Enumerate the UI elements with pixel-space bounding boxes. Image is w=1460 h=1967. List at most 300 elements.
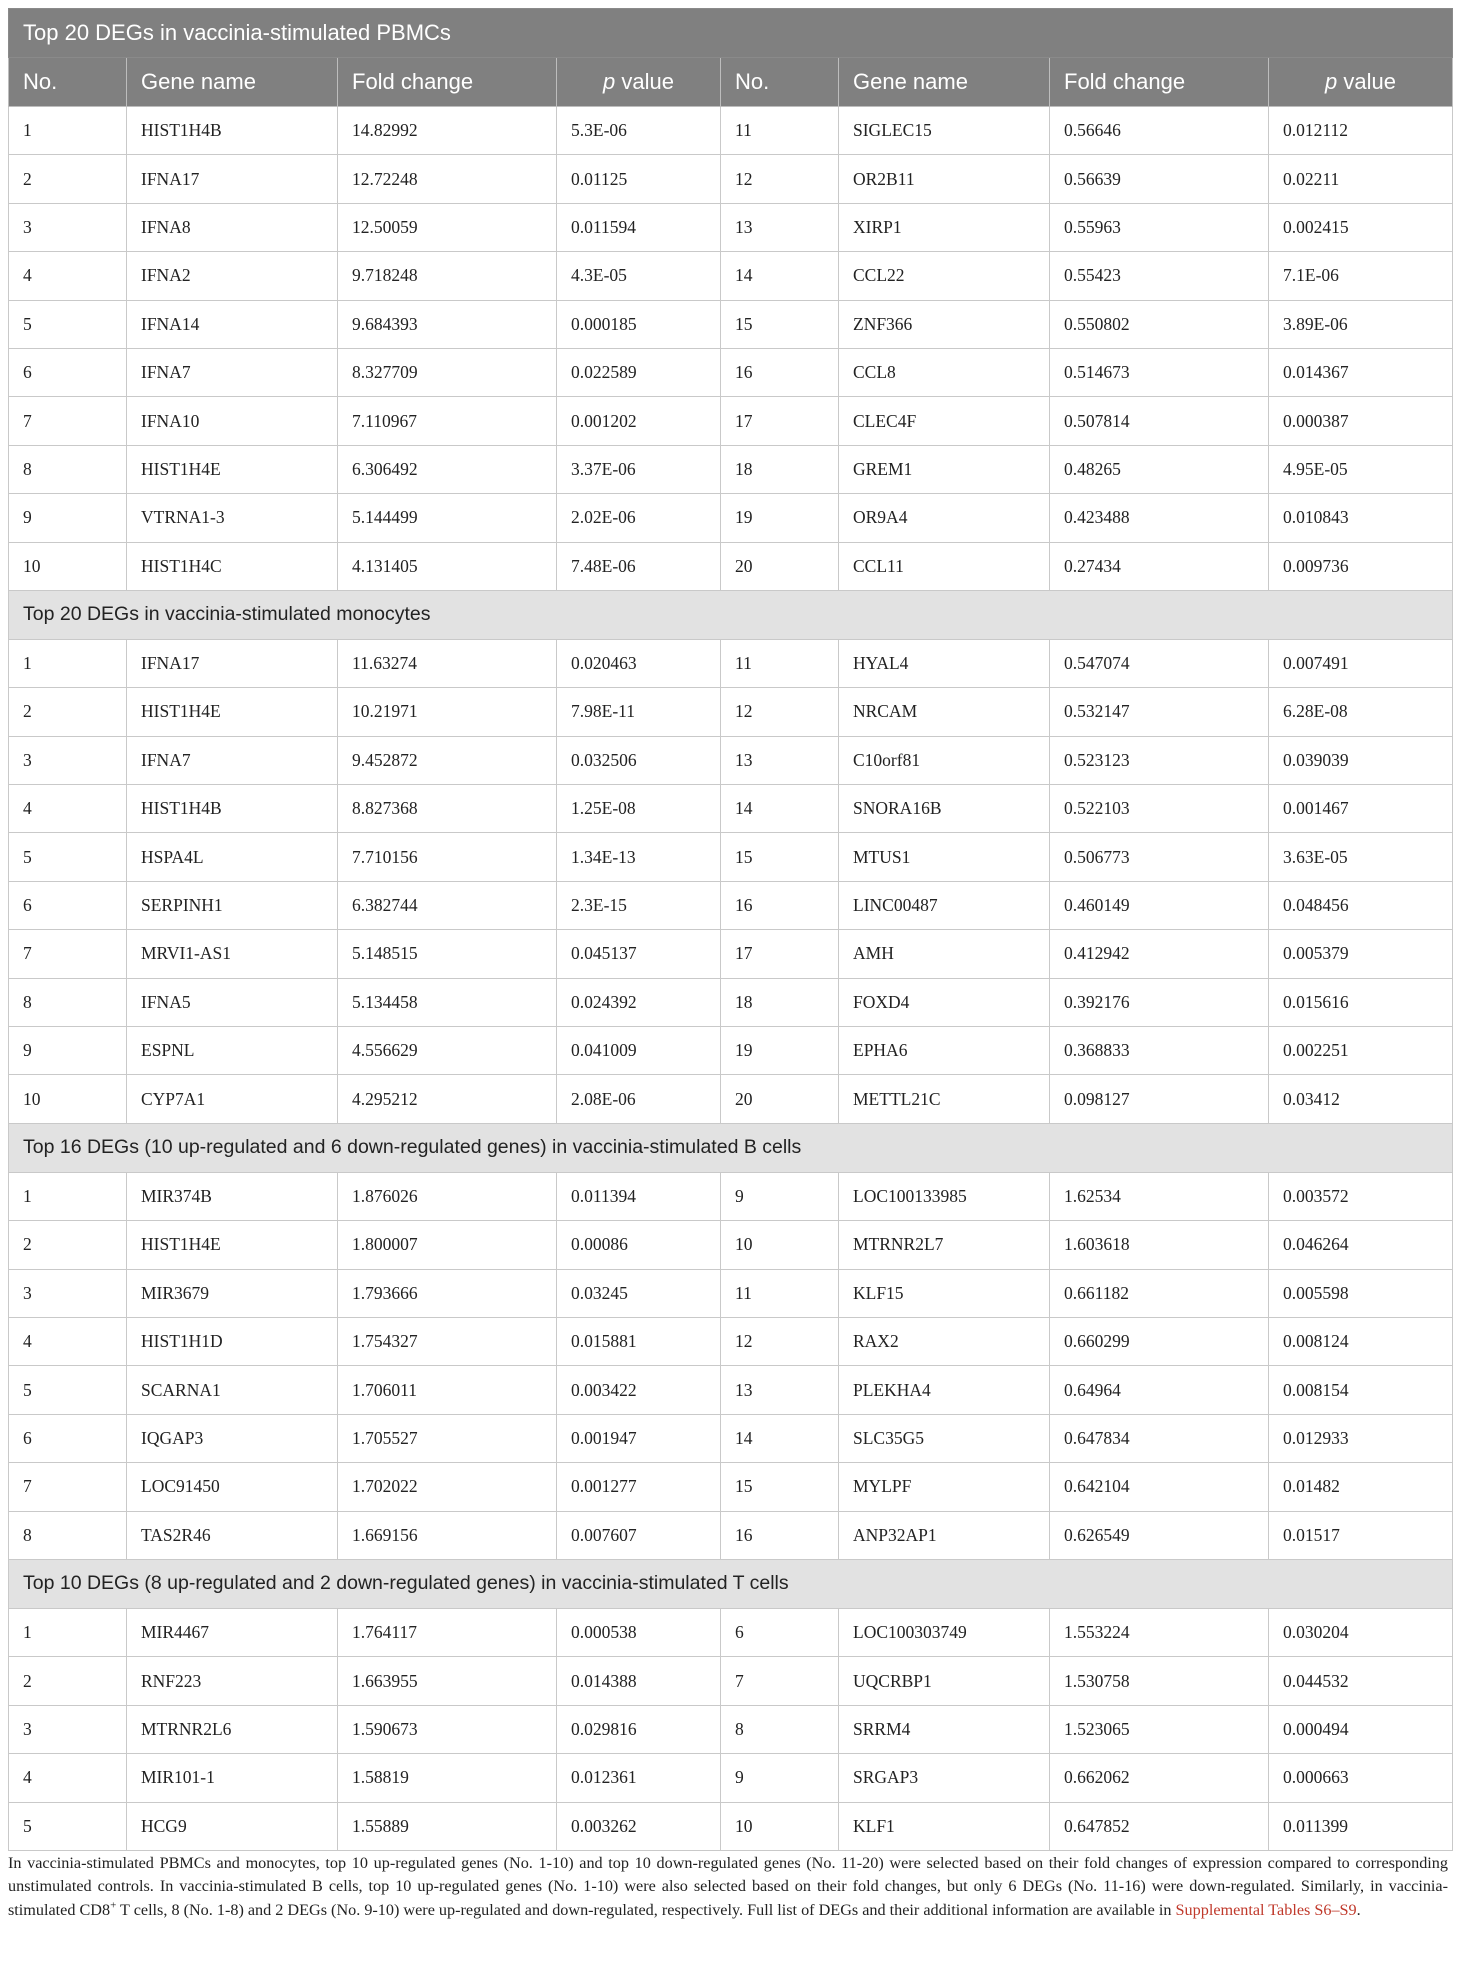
fold-change-cell: 0.662062	[1050, 1754, 1269, 1802]
no-cell: 13	[721, 1366, 839, 1414]
no-cell: 5	[9, 1802, 127, 1850]
gene-name-cell: CLEC4F	[839, 397, 1050, 445]
p-value-cell: 0.01125	[557, 155, 721, 203]
no-cell: 2	[9, 688, 127, 736]
fold-change-cell: 12.50059	[338, 203, 557, 251]
fold-change-cell: 1.590673	[338, 1705, 557, 1753]
footnote-end: .	[1356, 1900, 1361, 1919]
fold-change-cell: 0.514673	[1050, 348, 1269, 396]
header-fold-right: Fold change	[1050, 58, 1269, 107]
table-row	[9, 1414, 1453, 1462]
gene-name-cell: CCL8	[839, 348, 1050, 396]
p-value-cell: 2.08E-06	[557, 1075, 721, 1123]
no-cell: 2	[9, 155, 127, 203]
fold-change-cell: 9.718248	[338, 252, 557, 300]
no-cell: 2	[9, 1657, 127, 1705]
no-cell: 9	[721, 1172, 839, 1220]
fold-change-cell: 0.56639	[1050, 155, 1269, 203]
no-cell: 9	[721, 1754, 839, 1802]
fold-change-cell: 1.55889	[338, 1802, 557, 1850]
header-pvalue-right	[1269, 58, 1453, 107]
no-cell: 7	[721, 1657, 839, 1705]
no-cell: 4	[9, 1754, 127, 1802]
table-row	[9, 1366, 1453, 1414]
fold-change-cell: 0.547074	[1050, 639, 1269, 687]
table-row	[9, 930, 1453, 978]
p-value-cell: 0.032506	[557, 736, 721, 784]
fold-change-cell: 1.553224	[1050, 1608, 1269, 1656]
p-value-cell: 0.001947	[557, 1414, 721, 1462]
p-value-cell: 4.3E-05	[557, 252, 721, 300]
fold-change-cell: 0.642104	[1050, 1463, 1269, 1511]
no-cell: 10	[721, 1221, 839, 1269]
no-cell: 10	[9, 1075, 127, 1123]
no-cell: 6	[9, 881, 127, 929]
no-cell: 18	[721, 445, 839, 493]
p-value-cell: 0.039039	[1269, 736, 1453, 784]
gene-name-cell: AMH	[839, 930, 1050, 978]
table-row	[9, 1269, 1453, 1317]
header-gene-left: Gene name	[127, 58, 338, 107]
gene-name-cell: RNF223	[127, 1657, 338, 1705]
no-cell: 19	[721, 494, 839, 542]
table-row	[9, 348, 1453, 396]
no-cell: 17	[721, 397, 839, 445]
p-value-cell: 0.015881	[557, 1317, 721, 1365]
table-row	[9, 881, 1453, 929]
no-cell: 7	[9, 930, 127, 978]
no-cell: 4	[9, 1317, 127, 1365]
no-cell: 6	[9, 1414, 127, 1462]
header-gene-right: Gene name	[839, 58, 1050, 107]
fold-change-cell: 6.382744	[338, 881, 557, 929]
no-cell: 16	[721, 881, 839, 929]
section-title: Top 20 DEGs in vaccinia-stimulated monocytes	[9, 590, 1453, 639]
header-pvalue-italic: p	[1325, 69, 1338, 94]
p-value-cell: 0.000538	[557, 1608, 721, 1656]
fold-change-cell: 0.661182	[1050, 1269, 1269, 1317]
table-footnote	[8, 1852, 1448, 1922]
p-value-cell: 2.02E-06	[557, 494, 721, 542]
p-value-cell: 0.030204	[1269, 1608, 1453, 1656]
fold-change-cell: 1.793666	[338, 1269, 557, 1317]
p-value-cell: 0.007491	[1269, 639, 1453, 687]
p-value-cell: 0.000494	[1269, 1705, 1453, 1753]
fold-change-cell: 5.144499	[338, 494, 557, 542]
p-value-cell: 3.63E-05	[1269, 833, 1453, 881]
table-row	[9, 1221, 1453, 1269]
gene-name-cell: TAS2R46	[127, 1511, 338, 1559]
gene-name-cell: HIST1H4E	[127, 1221, 338, 1269]
fold-change-cell: 5.134458	[338, 978, 557, 1026]
fold-change-cell: 0.647834	[1050, 1414, 1269, 1462]
no-cell: 14	[721, 252, 839, 300]
p-value-cell: 0.01517	[1269, 1511, 1453, 1559]
no-cell: 14	[721, 1414, 839, 1462]
p-value-cell: 5.3E-06	[557, 107, 721, 155]
gene-name-cell: SRRM4	[839, 1705, 1050, 1753]
table-title-row	[9, 9, 1453, 58]
no-cell: 2	[9, 1221, 127, 1269]
fold-change-cell: 1.705527	[338, 1414, 557, 1462]
p-value-cell: 0.001467	[1269, 785, 1453, 833]
footnote-text-2: T cells, 8 (No. 1-8) and 2 DEGs (No. 9-10) were up-regulated and down-regulated, respectively. Full list of DEGs and their additional information are available in	[116, 1900, 1176, 1919]
p-value-cell: 0.000387	[1269, 397, 1453, 445]
p-value-cell: 0.029816	[557, 1705, 721, 1753]
no-cell: 5	[9, 300, 127, 348]
no-cell: 12	[721, 1317, 839, 1365]
table-row	[9, 1172, 1453, 1220]
no-cell: 8	[721, 1705, 839, 1753]
fold-change-cell: 9.452872	[338, 736, 557, 784]
table-row	[9, 203, 1453, 251]
p-value-cell: 0.020463	[557, 639, 721, 687]
table-row	[9, 978, 1453, 1026]
fold-change-cell: 10.21971	[338, 688, 557, 736]
table-row	[9, 252, 1453, 300]
no-cell: 7	[9, 1463, 127, 1511]
gene-name-cell: MIR3679	[127, 1269, 338, 1317]
fold-change-cell: 0.532147	[1050, 688, 1269, 736]
table-row	[9, 785, 1453, 833]
no-cell: 13	[721, 736, 839, 784]
fold-change-cell: 0.56646	[1050, 107, 1269, 155]
no-cell: 16	[721, 348, 839, 396]
table-row	[9, 1027, 1453, 1075]
p-value-cell: 0.01482	[1269, 1463, 1453, 1511]
fold-change-cell: 0.423488	[1050, 494, 1269, 542]
deg-table	[8, 8, 1453, 1851]
p-value-cell: 0.012112	[1269, 107, 1453, 155]
fold-change-cell: 1.58819	[338, 1754, 557, 1802]
p-value-cell: 0.005598	[1269, 1269, 1453, 1317]
table-row	[9, 494, 1453, 542]
no-cell: 15	[721, 300, 839, 348]
header-fold-left: Fold change	[338, 58, 557, 107]
fold-change-cell: 0.368833	[1050, 1027, 1269, 1075]
header-pvalue-rest: value	[615, 69, 674, 94]
table-row	[9, 397, 1453, 445]
section-header-row	[9, 1559, 1453, 1608]
table-row	[9, 155, 1453, 203]
gene-name-cell: SRGAP3	[839, 1754, 1050, 1802]
p-value-cell: 6.28E-08	[1269, 688, 1453, 736]
p-value-cell: 0.03245	[557, 1269, 721, 1317]
no-cell: 7	[9, 397, 127, 445]
p-value-cell: 0.000185	[557, 300, 721, 348]
fold-change-cell: 0.507814	[1050, 397, 1269, 445]
fold-change-cell: 0.27434	[1050, 542, 1269, 590]
table-row	[9, 107, 1453, 155]
table-row	[9, 1511, 1453, 1559]
no-cell: 14	[721, 785, 839, 833]
table-row	[9, 300, 1453, 348]
fold-change-cell: 12.72248	[338, 155, 557, 203]
no-cell: 3	[9, 736, 127, 784]
fold-change-cell: 1.663955	[338, 1657, 557, 1705]
p-value-cell: 0.002251	[1269, 1027, 1453, 1075]
table-row	[9, 1754, 1453, 1802]
gene-name-cell: EPHA6	[839, 1027, 1050, 1075]
section-header-row	[9, 1123, 1453, 1172]
section-title: Top 10 DEGs (8 up-regulated and 2 down-regulated genes) in vaccinia-stimulated T cells	[9, 1559, 1453, 1608]
table-row	[9, 736, 1453, 784]
gene-name-cell: PLEKHA4	[839, 1366, 1050, 1414]
p-value-cell: 0.003262	[557, 1802, 721, 1850]
no-cell: 13	[721, 203, 839, 251]
gene-name-cell: SERPINH1	[127, 881, 338, 929]
deg-table-container	[8, 8, 1452, 1851]
p-value-cell: 0.041009	[557, 1027, 721, 1075]
p-value-cell: 0.022589	[557, 348, 721, 396]
gene-name-cell: XIRP1	[839, 203, 1050, 251]
p-value-cell: 0.014388	[557, 1657, 721, 1705]
no-cell: 11	[721, 107, 839, 155]
fold-change-cell: 1.523065	[1050, 1705, 1269, 1753]
fold-change-cell: 1.800007	[338, 1221, 557, 1269]
fold-change-cell: 0.55963	[1050, 203, 1269, 251]
header-row	[9, 58, 1453, 107]
no-cell: 12	[721, 155, 839, 203]
gene-name-cell: NRCAM	[839, 688, 1050, 736]
fold-change-cell: 0.55423	[1050, 252, 1269, 300]
no-cell: 8	[9, 445, 127, 493]
gene-name-cell: HYAL4	[839, 639, 1050, 687]
gene-name-cell: IFNA7	[127, 348, 338, 396]
section-header-row	[9, 590, 1453, 639]
p-value-cell: 0.00086	[557, 1221, 721, 1269]
fold-change-cell: 1.530758	[1050, 1657, 1269, 1705]
gene-name-cell: ZNF366	[839, 300, 1050, 348]
table-title: Top 20 DEGs in vaccinia-stimulated PBMCs	[9, 9, 1453, 58]
fold-change-cell: 8.327709	[338, 348, 557, 396]
fold-change-cell: 7.110967	[338, 397, 557, 445]
p-value-cell: 0.024392	[557, 978, 721, 1026]
gene-name-cell: FOXD4	[839, 978, 1050, 1026]
gene-name-cell: OR9A4	[839, 494, 1050, 542]
fold-change-cell: 0.647852	[1050, 1802, 1269, 1850]
no-cell: 19	[721, 1027, 839, 1075]
p-value-cell: 0.03412	[1269, 1075, 1453, 1123]
table-row	[9, 833, 1453, 881]
no-cell: 9	[9, 1027, 127, 1075]
no-cell: 3	[9, 203, 127, 251]
header-no-left: No.	[9, 58, 127, 107]
gene-name-cell: HIST1H4B	[127, 785, 338, 833]
no-cell: 4	[9, 785, 127, 833]
p-value-cell: 2.3E-15	[557, 881, 721, 929]
gene-name-cell: MTRNR2L7	[839, 1221, 1050, 1269]
no-cell: 1	[9, 639, 127, 687]
no-cell: 10	[721, 1802, 839, 1850]
p-value-cell: 0.001202	[557, 397, 721, 445]
gene-name-cell: LOC91450	[127, 1463, 338, 1511]
fold-change-cell: 6.306492	[338, 445, 557, 493]
gene-name-cell: LINC00487	[839, 881, 1050, 929]
p-value-cell: 0.045137	[557, 930, 721, 978]
gene-name-cell: HIST1H4E	[127, 688, 338, 736]
gene-name-cell: OR2B11	[839, 155, 1050, 203]
gene-name-cell: KLF1	[839, 1802, 1050, 1850]
fold-change-cell: 14.82992	[338, 107, 557, 155]
p-value-cell: 0.008154	[1269, 1366, 1453, 1414]
fold-change-cell: 11.63274	[338, 639, 557, 687]
p-value-cell: 7.1E-06	[1269, 252, 1453, 300]
gene-name-cell: CCL11	[839, 542, 1050, 590]
no-cell: 4	[9, 252, 127, 300]
gene-name-cell: MIR4467	[127, 1608, 338, 1656]
table-row	[9, 1657, 1453, 1705]
fold-change-cell: 0.626549	[1050, 1511, 1269, 1559]
gene-name-cell: CYP7A1	[127, 1075, 338, 1123]
footnote-sup: +	[110, 1899, 117, 1912]
p-value-cell: 0.048456	[1269, 881, 1453, 929]
fold-change-cell: 0.460149	[1050, 881, 1269, 929]
fold-change-cell: 1.669156	[338, 1511, 557, 1559]
table-row	[9, 1075, 1453, 1123]
gene-name-cell: HSPA4L	[127, 833, 338, 881]
fold-change-cell: 1.754327	[338, 1317, 557, 1365]
fold-change-cell: 1.62534	[1050, 1172, 1269, 1220]
fold-change-cell: 0.098127	[1050, 1075, 1269, 1123]
fold-change-cell: 1.764117	[338, 1608, 557, 1656]
no-cell: 12	[721, 688, 839, 736]
gene-name-cell: SNORA16B	[839, 785, 1050, 833]
p-value-cell: 0.014367	[1269, 348, 1453, 396]
gene-name-cell: IFNA17	[127, 639, 338, 687]
gene-name-cell: RAX2	[839, 1317, 1050, 1365]
fold-change-cell: 1.603618	[1050, 1221, 1269, 1269]
p-value-cell: 0.001277	[557, 1463, 721, 1511]
gene-name-cell: ESPNL	[127, 1027, 338, 1075]
no-cell: 11	[721, 1269, 839, 1317]
gene-name-cell: UQCRBP1	[839, 1657, 1050, 1705]
gene-name-cell: SLC35G5	[839, 1414, 1050, 1462]
gene-name-cell: IQGAP3	[127, 1414, 338, 1462]
gene-name-cell: KLF15	[839, 1269, 1050, 1317]
no-cell: 18	[721, 978, 839, 1026]
p-value-cell: 0.012933	[1269, 1414, 1453, 1462]
gene-name-cell: MIR374B	[127, 1172, 338, 1220]
p-value-cell: 1.25E-08	[557, 785, 721, 833]
fold-change-cell: 0.506773	[1050, 833, 1269, 881]
fold-change-cell: 0.48265	[1050, 445, 1269, 493]
no-cell: 5	[9, 1366, 127, 1414]
no-cell: 16	[721, 1511, 839, 1559]
fold-change-cell: 0.550802	[1050, 300, 1269, 348]
no-cell: 6	[9, 348, 127, 396]
p-value-cell: 7.98E-11	[557, 688, 721, 736]
header-no-right: No.	[721, 58, 839, 107]
table-row	[9, 688, 1453, 736]
table-row	[9, 1802, 1453, 1850]
p-value-cell: 0.011594	[557, 203, 721, 251]
supplemental-tables-link[interactable]: Supplemental Tables S6–S9	[1175, 1900, 1357, 1919]
gene-name-cell: METTL21C	[839, 1075, 1050, 1123]
fold-change-cell: 0.523123	[1050, 736, 1269, 784]
gene-name-cell: LOC100133985	[839, 1172, 1050, 1220]
table-row	[9, 1317, 1453, 1365]
gene-name-cell: MRVI1-AS1	[127, 930, 338, 978]
no-cell: 20	[721, 542, 839, 590]
no-cell: 1	[9, 1172, 127, 1220]
fold-change-cell: 0.64964	[1050, 1366, 1269, 1414]
gene-name-cell: MYLPF	[839, 1463, 1050, 1511]
no-cell: 6	[721, 1608, 839, 1656]
fold-change-cell: 0.522103	[1050, 785, 1269, 833]
no-cell: 8	[9, 978, 127, 1026]
p-value-cell: 3.37E-06	[557, 445, 721, 493]
footnote-text: In vaccinia-stimulated PBMCs and monocytes, top 10 up-regulated genes (No. 1-10) and top 10 down-regulated genes (No. 11-20) were selected based on their fold changes of expression compared to corresponding unstimulated controls. In vaccinia-stimulated B cells, top 10 up-regulated genes (No. 1-10) were also selected based on their fold changes, but only 6 DEGs (No. 11-16) were down-regulated. Similarly, in vaccinia-stimulated CD8	[8, 1854, 1448, 1919]
gene-name-cell: SCARNA1	[127, 1366, 338, 1414]
p-value-cell: 0.005379	[1269, 930, 1453, 978]
p-value-cell: 0.003422	[557, 1366, 721, 1414]
gene-name-cell: SIGLEC15	[839, 107, 1050, 155]
fold-change-cell: 1.702022	[338, 1463, 557, 1511]
section-title: Top 16 DEGs (10 up-regulated and 6 down-regulated genes) in vaccinia-stimulated B cells	[9, 1123, 1453, 1172]
gene-name-cell: C10orf81	[839, 736, 1050, 784]
p-value-cell: 0.008124	[1269, 1317, 1453, 1365]
gene-name-cell: VTRNA1-3	[127, 494, 338, 542]
gene-name-cell: HIST1H4C	[127, 542, 338, 590]
fold-change-cell: 0.660299	[1050, 1317, 1269, 1365]
p-value-cell: 7.48E-06	[557, 542, 721, 590]
no-cell: 8	[9, 1511, 127, 1559]
p-value-cell: 0.012361	[557, 1754, 721, 1802]
gene-name-cell: HCG9	[127, 1802, 338, 1850]
no-cell: 3	[9, 1269, 127, 1317]
gene-name-cell: IFNA14	[127, 300, 338, 348]
fold-change-cell: 4.556629	[338, 1027, 557, 1075]
no-cell: 17	[721, 930, 839, 978]
no-cell: 15	[721, 833, 839, 881]
gene-name-cell: IFNA5	[127, 978, 338, 1026]
no-cell: 1	[9, 1608, 127, 1656]
gene-name-cell: IFNA10	[127, 397, 338, 445]
table-row	[9, 445, 1453, 493]
no-cell: 3	[9, 1705, 127, 1753]
gene-name-cell: MIR101-1	[127, 1754, 338, 1802]
fold-change-cell: 4.131405	[338, 542, 557, 590]
p-value-cell: 0.007607	[557, 1511, 721, 1559]
table-row	[9, 639, 1453, 687]
p-value-cell: 0.044532	[1269, 1657, 1453, 1705]
table-row	[9, 542, 1453, 590]
gene-name-cell: HIST1H1D	[127, 1317, 338, 1365]
fold-change-cell: 1.706011	[338, 1366, 557, 1414]
p-value-cell: 0.003572	[1269, 1172, 1453, 1220]
gene-name-cell: IFNA2	[127, 252, 338, 300]
fold-change-cell: 8.827368	[338, 785, 557, 833]
header-pvalue-italic: p	[603, 69, 616, 94]
fold-change-cell: 1.876026	[338, 1172, 557, 1220]
p-value-cell: 0.000663	[1269, 1754, 1453, 1802]
gene-name-cell: HIST1H4E	[127, 445, 338, 493]
no-cell: 15	[721, 1463, 839, 1511]
gene-name-cell: HIST1H4B	[127, 107, 338, 155]
fold-change-cell: 0.412942	[1050, 930, 1269, 978]
gene-name-cell: MTRNR2L6	[127, 1705, 338, 1753]
p-value-cell: 0.046264	[1269, 1221, 1453, 1269]
fold-change-cell: 0.392176	[1050, 978, 1269, 1026]
fold-change-cell: 9.684393	[338, 300, 557, 348]
gene-name-cell: IFNA8	[127, 203, 338, 251]
p-value-cell: 0.010843	[1269, 494, 1453, 542]
header-pvalue-left	[557, 58, 721, 107]
table-row	[9, 1463, 1453, 1511]
header-pvalue-rest: value	[1337, 69, 1397, 94]
fold-change-cell: 4.295212	[338, 1075, 557, 1123]
